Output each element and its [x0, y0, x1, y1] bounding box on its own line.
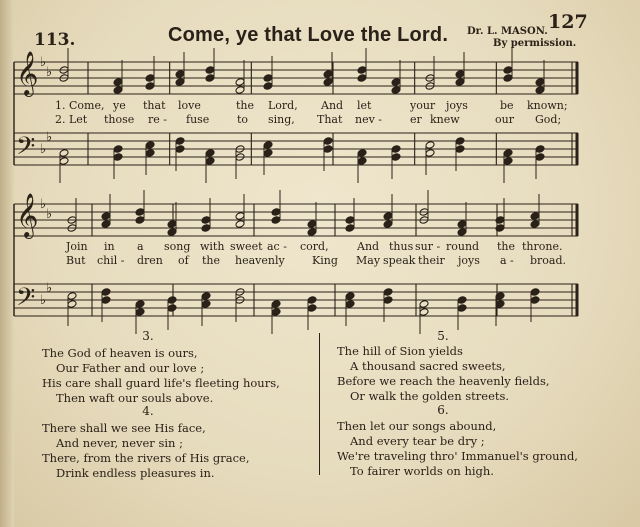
lyric-syllable: God; [535, 113, 562, 126]
notehead [201, 292, 211, 301]
notehead [455, 70, 465, 79]
notehead [263, 149, 273, 158]
notehead [391, 78, 401, 87]
lyric-syllable: 1. Come, [55, 99, 105, 112]
lyric-syllable: sur - [415, 240, 441, 253]
lyric-syllable: And [321, 99, 344, 112]
flat-sign: ♭ [46, 281, 53, 296]
lyric-syllable: those [104, 113, 135, 126]
notehead [457, 296, 467, 305]
notehead [263, 74, 273, 83]
lyric-syllable: sing, [268, 113, 295, 126]
notehead [113, 145, 123, 154]
notehead [101, 288, 111, 297]
lyric-syllable: the [236, 99, 255, 112]
verse-line: To fairer worlds on high. [350, 464, 494, 478]
flat-sign: ♭ [40, 293, 47, 308]
notehead [145, 149, 155, 158]
notehead [271, 300, 281, 309]
notehead [201, 216, 211, 225]
lyric-syllable: your [410, 99, 436, 112]
verse-line: Drink endless pleasures in. [56, 466, 215, 480]
lyric-syllable: round [446, 240, 480, 253]
lyric-syllable: a [137, 240, 144, 253]
notehead [457, 228, 467, 237]
flat-sign: ♭ [40, 142, 47, 157]
notehead [135, 308, 145, 317]
notehead [457, 220, 467, 229]
lyric-syllable: a - [500, 254, 514, 267]
lyric-syllable: thus [389, 240, 414, 253]
column-divider [319, 333, 320, 475]
notehead [535, 153, 545, 162]
notehead [175, 78, 185, 87]
notehead [323, 70, 333, 79]
lyric-syllable: in [104, 240, 115, 253]
notehead [235, 212, 245, 221]
notehead [323, 137, 333, 146]
lyric-syllable: Join [66, 240, 88, 253]
notehead [503, 149, 513, 158]
lyric-syllable: known; [527, 99, 568, 112]
lyric-syllable: joys [458, 254, 480, 267]
notehead [530, 220, 540, 229]
notehead [383, 288, 393, 297]
permission-note: By permission. [493, 38, 577, 49]
notehead [167, 304, 177, 313]
verse-number: 6. [437, 403, 449, 417]
verse-line: Or walk the golden streets. [350, 389, 510, 403]
treble-clef: 𝄞 [16, 51, 39, 95]
notehead [167, 228, 177, 237]
lyric-syllable: speak [383, 254, 416, 267]
lyric-syllable: broad. [530, 254, 567, 267]
lyric-syllable: ac - [267, 240, 287, 253]
verse-line: Our Father and our love ; [56, 361, 205, 375]
notehead [383, 212, 393, 221]
notehead [271, 208, 281, 217]
lyric-syllable: their [418, 254, 445, 267]
flat-sign: ♭ [46, 130, 53, 145]
notehead [113, 86, 123, 95]
notehead [530, 212, 540, 221]
lyric-syllable: to [237, 113, 249, 126]
verse-line: The God of heaven is ours, [42, 346, 198, 360]
notehead [167, 220, 177, 229]
notehead [419, 300, 429, 309]
bass-clef: 𝄢 [16, 132, 36, 167]
notehead [167, 296, 177, 305]
lyric-syllable: be [500, 99, 514, 112]
notehead [59, 157, 69, 166]
notehead [425, 141, 435, 150]
notehead [135, 300, 145, 309]
lyric-syllable: joys [446, 99, 468, 112]
flat-sign: ♭ [40, 55, 47, 70]
verse-number: 3. [142, 329, 154, 343]
notehead [101, 212, 111, 221]
treble-clef: 𝄞 [16, 193, 39, 237]
notehead [135, 216, 145, 225]
lyric-syllable: sweet [230, 240, 263, 253]
lyric-syllable: chil - [97, 254, 125, 267]
notehead [357, 157, 367, 166]
verse-line: Then waft our souls above. [56, 391, 214, 405]
lyric-syllable: knew [430, 113, 460, 126]
lyrics-s2-verse1 [0, 240, 640, 254]
lyric-syllable: song [164, 240, 191, 253]
notehead [530, 288, 540, 297]
notehead [263, 82, 273, 91]
hymn-title: Come, ye that Love the Lord. [168, 24, 449, 46]
lyric-syllable: But [66, 254, 86, 267]
notehead [383, 296, 393, 305]
verse-line: A thousand sacred sweets, [350, 359, 506, 373]
lyric-syllable: love [178, 99, 201, 112]
notehead [307, 220, 317, 229]
notehead [357, 74, 367, 83]
notehead [235, 86, 245, 95]
lyric-syllable: of [178, 254, 189, 267]
notehead [113, 78, 123, 87]
notehead [391, 145, 401, 154]
notehead [145, 74, 155, 83]
lyric-syllable: our [495, 113, 514, 126]
lyrics-s1-verse2 [0, 113, 640, 127]
notehead [357, 149, 367, 158]
lyric-syllable: nev - [355, 113, 383, 126]
flat-sign: ♭ [40, 197, 47, 212]
notehead [455, 137, 465, 146]
notehead [205, 74, 215, 83]
lyric-syllable: er [410, 113, 422, 126]
lyric-syllable: the [202, 254, 221, 267]
lyric-syllable: re - [148, 113, 167, 126]
notehead [503, 74, 513, 83]
verse-line: His care shall guard life's fleeting hours, [42, 376, 280, 390]
notehead [175, 145, 185, 154]
notehead [175, 70, 185, 79]
notehead [263, 141, 273, 150]
notehead [271, 216, 281, 225]
notehead [323, 78, 333, 87]
notehead [135, 208, 145, 217]
lyrics-s1-verse1 [0, 99, 640, 113]
notehead [307, 296, 317, 305]
lyric-syllable: ye [113, 99, 126, 112]
verse-line: There, from the rivers of His grace, [42, 451, 250, 465]
lyric-syllable: the [497, 240, 516, 253]
notehead [391, 153, 401, 162]
verse-number: 5. [437, 329, 449, 343]
lyric-syllable: fuse [186, 113, 210, 126]
notehead [383, 220, 393, 229]
lyric-syllable: King [312, 254, 338, 267]
page-number: 127 [548, 11, 588, 33]
notehead [425, 149, 435, 158]
notehead [201, 300, 211, 309]
notehead [113, 153, 123, 162]
lyric-syllable: And [357, 240, 380, 253]
notehead [101, 220, 111, 229]
notehead [535, 145, 545, 154]
notehead [455, 145, 465, 154]
notehead [345, 224, 355, 233]
lyric-syllable: that [143, 99, 166, 112]
notehead [391, 86, 401, 95]
notehead [307, 304, 317, 313]
lyrics-s2-verse2 [0, 254, 640, 268]
notehead [307, 228, 317, 237]
notehead [205, 66, 215, 75]
lyric-syllable: May [356, 254, 381, 267]
notehead [503, 157, 513, 166]
verse-number: 4. [142, 404, 154, 418]
notehead [271, 308, 281, 317]
verse-line: There shall we see His face, [42, 421, 206, 435]
notehead [530, 296, 540, 305]
lyric-syllable: That [317, 113, 343, 126]
bass-clef: 𝄢 [16, 283, 36, 318]
notehead [175, 137, 185, 146]
lyric-syllable: Lord, [268, 99, 298, 112]
notehead [145, 141, 155, 150]
notehead [357, 66, 367, 75]
notehead [345, 292, 355, 301]
lyric-syllable: let [357, 99, 372, 112]
flat-sign: ♭ [46, 65, 53, 80]
hymn-number: 113. [34, 30, 76, 50]
notehead [419, 308, 429, 317]
notehead [145, 82, 155, 91]
notehead [59, 149, 69, 158]
lyric-syllable: with [200, 240, 225, 253]
lyric-syllable: throne. [522, 240, 563, 253]
notehead [345, 216, 355, 225]
verse-line: The hill of Sion yields [337, 344, 463, 358]
notehead [235, 220, 245, 229]
notehead [205, 157, 215, 166]
notehead [535, 86, 545, 95]
notehead [201, 224, 211, 233]
composer-credit: Dr. L. MASON. [467, 26, 548, 37]
notehead [323, 145, 333, 154]
notehead [101, 296, 111, 305]
lyric-syllable: heavenly [235, 254, 285, 267]
lyric-syllable: 2. Let [55, 113, 88, 126]
verse-line: And every tear be dry ; [350, 434, 485, 448]
verse-line: And never, never sin ; [56, 436, 183, 450]
notehead [235, 78, 245, 87]
notehead [67, 292, 77, 301]
verse-line: Then let our songs abound, [337, 419, 497, 433]
flat-sign: ♭ [46, 207, 53, 222]
verse-line: Before we reach the heavenly fields, [337, 374, 550, 388]
lyric-syllable: dren [137, 254, 163, 267]
notehead [205, 149, 215, 158]
notehead [535, 78, 545, 87]
notehead [67, 300, 77, 309]
notehead [345, 300, 355, 309]
notehead [455, 78, 465, 87]
notehead [503, 66, 513, 75]
verse-line: We're traveling thro' Immanuel's ground, [337, 449, 578, 463]
notehead [457, 304, 467, 313]
lyric-syllable: cord, [300, 240, 329, 253]
